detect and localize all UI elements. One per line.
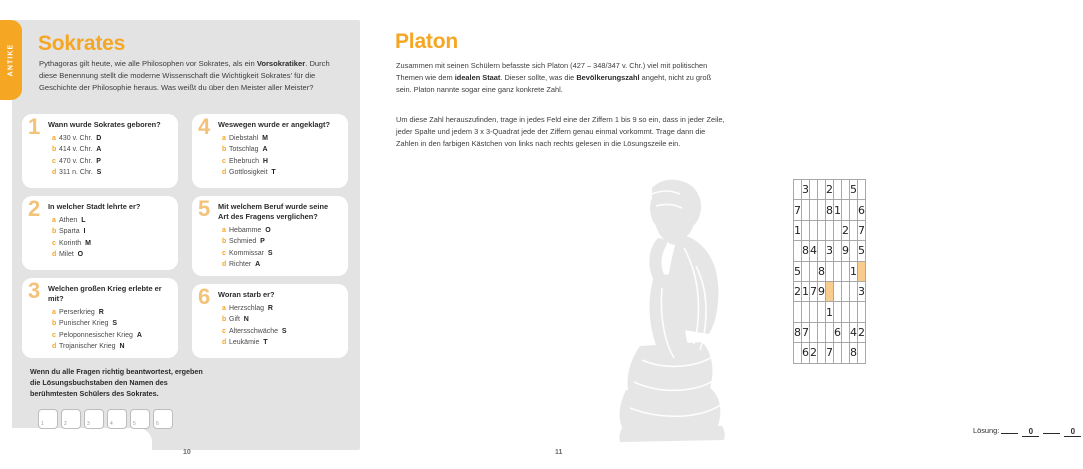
- sudoku-cell-r7c1[interactable]: [794, 302, 802, 322]
- answer-solution-letter: M: [262, 134, 268, 142]
- answer-option[interactable]: [222, 303, 340, 314]
- sudoku-row: [794, 302, 866, 322]
- answer-text: Diebstahl: [229, 134, 259, 142]
- answer-solution-letter: O: [77, 250, 84, 258]
- answer-text: Gift: [229, 316, 240, 324]
- sudoku-cell-r3c4[interactable]: [818, 220, 826, 240]
- answer-solution-letter: A: [255, 260, 261, 268]
- intro-text-2: . Durch diese Benennung stellt die moderne Wissenschaft die Wichtigkeit Sokrates' für die Geschichte der Philosophie heraus. Was weißt du über den Meister aller Meister?: [39, 59, 330, 92]
- sudoku-cell-r4c4[interactable]: [818, 241, 826, 261]
- answer-solution-letter: P: [260, 238, 265, 246]
- answer-letter: c: [222, 327, 226, 335]
- answer-letter: a: [52, 216, 56, 224]
- answer-option[interactable]: [52, 167, 170, 178]
- sudoku-cell-r7c9[interactable]: [858, 302, 866, 322]
- sudoku-cell-r1c8[interactable]: 5: [850, 180, 858, 200]
- sudoku-cell-r7c5[interactable]: 1: [826, 302, 834, 322]
- solution-line: [973, 424, 1083, 437]
- section-tab-label: ANTIKE: [7, 43, 15, 77]
- answer-solution-letter: A: [136, 331, 142, 339]
- sudoku-cell-r2c9[interactable]: 6: [858, 200, 866, 220]
- answer-letter: c: [222, 157, 226, 165]
- sudoku-cell-r4c6[interactable]: [834, 241, 842, 261]
- sudoku-row: [794, 180, 866, 200]
- answer-text: Hebamme: [229, 226, 262, 234]
- answer-option[interactable]: [222, 133, 340, 144]
- sudoku-cell-r7c6[interactable]: [834, 302, 842, 322]
- answer-letter: d: [222, 168, 227, 176]
- sudoku-cell-r1c6[interactable]: [834, 180, 842, 200]
- sudoku-cell-r1c7[interactable]: [842, 180, 850, 200]
- answer-text: Kommissar: [229, 249, 265, 257]
- sudoku-cell-r6c4[interactable]: 9: [818, 281, 826, 301]
- answer-text: 414 v. Chr.: [59, 146, 93, 154]
- sudoku-cell-r3c1[interactable]: 1: [794, 220, 802, 240]
- solution-digit-2: 0: [1064, 427, 1081, 437]
- answer-letter: b: [52, 320, 57, 328]
- letter-box-index: 2: [64, 421, 67, 427]
- sudoku-cell-r5c2[interactable]: [802, 261, 810, 281]
- answer-text: 311 n. Chr.: [59, 168, 93, 176]
- answer-letter: a: [52, 134, 56, 142]
- page-number-left: 10: [183, 449, 191, 456]
- answer-text: Korinth: [59, 239, 82, 247]
- answer-text: Leukämie: [229, 338, 260, 346]
- sudoku-cell-r2c5[interactable]: 8: [826, 200, 834, 220]
- sudoku-cell-r3c3[interactable]: [810, 220, 818, 240]
- question-card-2[interactable]: [22, 196, 178, 270]
- sudoku-cell-r6c2[interactable]: 1: [802, 281, 810, 301]
- sudoku-cell-r2c6[interactable]: 1: [834, 200, 842, 220]
- sudoku-cell-r9c3[interactable]: 2: [810, 343, 818, 363]
- sudoku-cell-r5c5[interactable]: [826, 261, 834, 281]
- answer-text: Peloponnesischer Krieg: [59, 331, 133, 339]
- question-number-5: 5: [198, 196, 211, 221]
- sudoku-cell-r8c5[interactable]: [826, 322, 834, 342]
- answer-solution-letter: A: [262, 146, 268, 154]
- answer-solution-letter: S: [96, 168, 102, 176]
- answer-letter: b: [222, 238, 227, 246]
- answer-option[interactable]: [52, 238, 170, 249]
- sudoku-cell-r5c8[interactable]: 1: [850, 261, 858, 281]
- answer-solution-letter: P: [96, 157, 101, 165]
- sudoku-cell-r1c9[interactable]: [858, 180, 866, 200]
- answer-solution-letter: S: [281, 327, 287, 335]
- answer-text: Altersschwäche: [229, 327, 279, 335]
- answer-letter: d: [222, 338, 227, 346]
- answer-list-4: [200, 133, 340, 178]
- answer-option[interactable]: [222, 236, 340, 247]
- answer-solution-letter: T: [263, 338, 268, 346]
- sudoku-cell-r3c2[interactable]: [802, 220, 810, 240]
- platon-p1-text-a: Zusammen mit seinen Schülern befasste sich Platon (427 – 348/347 v. Chr.) viel mit politischen Themen wie dem: [396, 61, 708, 82]
- answer-solution-letter: M: [85, 239, 91, 247]
- question-text-2: In welcher Stadt lehrte er?: [48, 202, 141, 211]
- answer-letter: a: [52, 308, 56, 316]
- answer-solution-letter: R: [267, 304, 273, 312]
- answer-text: Ehebruch: [229, 157, 259, 165]
- question-card-6[interactable]: [192, 284, 348, 358]
- sudoku-cell-r8c3[interactable]: [810, 322, 818, 342]
- sudoku-cell-r2c8[interactable]: [850, 200, 858, 220]
- sudoku-cell-r5c9-highlighted[interactable]: [858, 261, 866, 281]
- solution-digit-1: 0: [1022, 427, 1039, 437]
- question-card-1[interactable]: [22, 114, 178, 188]
- letter-box-index: 3: [87, 421, 90, 427]
- sudoku-cell-r1c1[interactable]: [794, 180, 802, 200]
- sudoku-cell-r9c2[interactable]: 6: [802, 343, 810, 363]
- letter-box[interactable]: [84, 409, 104, 429]
- sudoku-cell-r6c3[interactable]: 7: [810, 281, 818, 301]
- solution-instruction-box: [30, 366, 205, 399]
- sudoku-cell-r4c5[interactable]: 3: [826, 241, 834, 261]
- answer-option[interactable]: [52, 215, 170, 226]
- answer-solution-letter: N: [119, 342, 125, 350]
- sudoku-cell-r6c1[interactable]: 2: [794, 281, 802, 301]
- answer-option[interactable]: [222, 259, 340, 270]
- sudoku-cell-r8c6[interactable]: 6: [834, 322, 842, 342]
- sudoku-cell-r9c1[interactable]: [794, 343, 802, 363]
- intro-bold-vorsokratiker: Vorsokratiker: [256, 59, 306, 68]
- answer-letter: d: [52, 342, 57, 350]
- page-number-right: 11: [555, 449, 563, 456]
- sudoku-cell-r5c1[interactable]: 5: [794, 261, 802, 281]
- answer-option[interactable]: [52, 226, 170, 237]
- answer-solution-letter: I: [83, 228, 86, 236]
- sudoku-cell-r3c9[interactable]: 7: [858, 220, 866, 240]
- platon-p1-text-b: . Dieser sollte, was die: [500, 72, 577, 82]
- answer-option[interactable]: [52, 144, 170, 155]
- sudoku-cell-r1c5[interactable]: 2: [826, 180, 834, 200]
- answer-solution-letter: A: [96, 146, 102, 154]
- platon-paragraph-2: Um diese Zahl herauszufinden, trage in jedes Feld eine der Ziffern 1 bis 9 so ein, dass in jeder Zeile, jeder Spalte und jedem 3 x 3-Quadrat jede der Ziffern genau einmal vorkommt. Trage dann die Zahlen in den farbigen Kästchen von links nach rechts gelesen in die Lösungszeile ein.: [396, 115, 725, 148]
- intro-text-1: Pythagoras gilt heute, wie alle Philosophen vor Sokrates, als ein: [39, 59, 257, 68]
- answer-option[interactable]: [222, 337, 340, 348]
- answer-solution-letter: L: [81, 216, 86, 224]
- answer-list-5: [200, 225, 340, 270]
- sudoku-cell-r2c2[interactable]: [802, 200, 810, 220]
- letter-box[interactable]: [61, 409, 81, 429]
- answer-option[interactable]: [222, 248, 340, 259]
- question-card-5[interactable]: [192, 196, 348, 276]
- sudoku-grid[interactable]: [793, 179, 866, 364]
- platon-p1-text-c: angeht, nicht zu groß sein. Platon nannte sogar eine ganz konkrete Zahl.: [396, 72, 712, 94]
- sudoku-cell-r6c6[interactable]: [834, 281, 842, 301]
- letter-box-index: 5: [133, 421, 136, 427]
- answer-letter: c: [222, 249, 226, 257]
- sudoku-cell-r6c5-highlighted[interactable]: [826, 281, 834, 301]
- answer-letter: b: [222, 146, 227, 154]
- sudoku-cell-r4c7[interactable]: 9: [842, 241, 850, 261]
- answer-option[interactable]: [52, 341, 170, 352]
- sudoku-row: [794, 281, 866, 301]
- sudoku-cell-r4c1[interactable]: [794, 241, 802, 261]
- sudoku-row: [794, 261, 866, 281]
- sudoku-cell-r9c8[interactable]: 8: [850, 343, 858, 363]
- answer-solution-letter: N: [243, 316, 249, 324]
- answer-list-3: [30, 307, 170, 352]
- letter-box-index: 1: [41, 421, 44, 427]
- answer-letter: a: [222, 226, 226, 234]
- answer-solution-letter: H: [262, 157, 268, 165]
- answer-text: Sparta: [59, 228, 80, 236]
- answer-option[interactable]: [52, 330, 170, 341]
- question-text-6: Woran starb er?: [218, 290, 275, 299]
- sudoku-cell-r3c6[interactable]: [834, 220, 842, 240]
- sudoku-row: [794, 200, 866, 220]
- question-text-1: Wann wurde Sokrates geboren?: [48, 120, 161, 129]
- thinker-statue-illustration: [596, 176, 746, 446]
- answer-option[interactable]: [52, 156, 170, 167]
- letter-box[interactable]: [153, 409, 173, 429]
- answer-letter: d: [52, 250, 57, 258]
- answer-letter: d: [222, 260, 227, 268]
- sudoku-cell-r9c5[interactable]: 7: [826, 343, 834, 363]
- question-number-4: 4: [198, 114, 211, 139]
- sudoku-cell-r8c9[interactable]: 2: [858, 322, 866, 342]
- answer-option[interactable]: [222, 314, 340, 325]
- sudoku-cell-r5c6[interactable]: [834, 261, 842, 281]
- letter-box-index: 6: [156, 421, 159, 427]
- question-text-3: Welchen großen Krieg erlebte er mit?: [48, 284, 162, 303]
- answer-text: Totschlag: [229, 146, 259, 154]
- page-title-platon: Platon: [395, 30, 458, 53]
- answer-text: Perserkrieg: [59, 308, 95, 316]
- answer-solution-letter: S: [267, 249, 273, 257]
- solution-label: Lösung:: [973, 426, 1000, 435]
- question-number-3: 3: [28, 278, 41, 303]
- answer-text: Milet: [59, 250, 74, 258]
- sudoku-cell-r8c2[interactable]: 7: [802, 322, 810, 342]
- platon-paragraph-1: [396, 60, 728, 96]
- page-right: [375, 0, 1076, 469]
- answer-text: Punischer Krieg: [59, 320, 109, 328]
- answer-text: Richter: [229, 260, 252, 268]
- sudoku-cell-r4c8[interactable]: [850, 241, 858, 261]
- sudoku-cell-r8c7[interactable]: [842, 322, 850, 342]
- sudoku-cell-r7c7[interactable]: [842, 302, 850, 322]
- sudoku-cell-r9c9[interactable]: [858, 343, 866, 363]
- intro-paragraph: [39, 58, 341, 93]
- answer-option[interactable]: [222, 156, 340, 167]
- answer-text: Herzschlag: [229, 304, 265, 312]
- page-title-sokrates: Sokrates: [38, 32, 126, 55]
- sudoku-cell-r2c1[interactable]: 7: [794, 200, 802, 220]
- sudoku-cell-r9c7[interactable]: [842, 343, 850, 363]
- question-text-4: Weswegen wurde er angeklagt?: [218, 120, 330, 129]
- sudoku-cell-r5c3[interactable]: [810, 261, 818, 281]
- answer-text: Trojanischer Krieg: [59, 342, 116, 350]
- answer-letter: d: [52, 168, 57, 176]
- sudoku-cell-r6c9[interactable]: 3: [858, 281, 866, 301]
- sudoku-cell-r5c7[interactable]: [842, 261, 850, 281]
- answer-text: Schmied: [229, 238, 257, 246]
- sudoku-cell-r4c3[interactable]: 4: [810, 241, 818, 261]
- question-number-2: 2: [28, 196, 41, 221]
- answer-solution-letter: S: [112, 320, 117, 328]
- sudoku-row: [794, 241, 866, 261]
- question-number-1: 1: [28, 114, 41, 139]
- letter-box-index: 4: [110, 421, 113, 427]
- section-tab-antike: [0, 20, 22, 100]
- answer-letter: c: [52, 157, 56, 165]
- question-card-3[interactable]: [22, 278, 178, 358]
- answer-letter: c: [52, 331, 56, 339]
- answer-solution-letter: R: [98, 308, 104, 316]
- sudoku-cell-r4c9[interactable]: 5: [858, 241, 866, 261]
- answer-solution-letter: O: [265, 226, 271, 234]
- sudoku-cell-r2c3[interactable]: [810, 200, 818, 220]
- solution-blank-2[interactable]: [1043, 424, 1060, 434]
- solution-blank-1[interactable]: [1001, 424, 1018, 434]
- answer-letter: b: [222, 316, 227, 324]
- answer-option[interactable]: [222, 326, 340, 337]
- sudoku-cell-r7c2[interactable]: [802, 302, 810, 322]
- answer-text: Gottlosigkeit: [229, 168, 268, 176]
- answer-solution-letter: D: [96, 134, 102, 142]
- sudoku-cell-r3c5[interactable]: [826, 220, 834, 240]
- answer-list-2: [30, 215, 170, 260]
- answer-solution-letter: T: [271, 168, 276, 176]
- sudoku-cell-r6c7[interactable]: [842, 281, 850, 301]
- sudoku-cell-r7c4[interactable]: [818, 302, 826, 322]
- sudoku-cell-r8c4[interactable]: [818, 322, 826, 342]
- solution-letter-boxes: [38, 409, 173, 429]
- answer-letter: a: [222, 134, 226, 142]
- sudoku-cell-r2c7[interactable]: [842, 200, 850, 220]
- answer-letter: a: [222, 304, 226, 312]
- sudoku-cell-r7c3[interactable]: [810, 302, 818, 322]
- answer-letter: b: [52, 146, 57, 154]
- answer-option[interactable]: [222, 144, 340, 155]
- answer-option[interactable]: [222, 167, 340, 178]
- answer-letter: b: [52, 228, 57, 236]
- answer-option[interactable]: [52, 307, 170, 318]
- platon-p1-bold-bevoelkerungszahl: Bevölkerungszahl: [576, 72, 640, 82]
- answer-text: Athen: [59, 216, 78, 224]
- sudoku-cell-r2c4[interactable]: [818, 200, 826, 220]
- sudoku-cell-r7c8[interactable]: [850, 302, 858, 322]
- answer-list-6: [200, 303, 340, 348]
- sudoku-cell-r5c4[interactable]: 8: [818, 261, 826, 281]
- letter-box[interactable]: [130, 409, 150, 429]
- answer-option[interactable]: [52, 249, 170, 260]
- solution-instruction-text: Wenn du alle Fragen richtig beantwortest, ergeben die Lösungsbuchstaben den Namen des berühmtesten Schülers des Sokrates.: [30, 367, 203, 399]
- answer-option[interactable]: [52, 133, 170, 144]
- question-number-6: 6: [198, 284, 211, 309]
- answer-text: 470 v. Chr.: [59, 157, 93, 165]
- question-card-4[interactable]: [192, 114, 348, 188]
- sudoku-cell-r9c4[interactable]: [818, 343, 826, 363]
- answer-option[interactable]: [222, 225, 340, 236]
- answer-letter: c: [52, 239, 56, 247]
- sudoku-cell-r8c8[interactable]: 4: [850, 322, 858, 342]
- sudoku-cell-r1c4[interactable]: [818, 180, 826, 200]
- sudoku-cell-r4c2[interactable]: 8: [802, 241, 810, 261]
- sudoku-cell-r3c7[interactable]: 2: [842, 220, 850, 240]
- letter-box[interactable]: [38, 409, 58, 429]
- sudoku-row: [794, 343, 866, 363]
- sudoku-cell-r6c8[interactable]: [850, 281, 858, 301]
- answer-option[interactable]: [52, 318, 170, 329]
- sudoku-cell-r1c3[interactable]: [810, 180, 818, 200]
- sudoku-row: [794, 322, 866, 342]
- sudoku-cell-r3c8[interactable]: [850, 220, 858, 240]
- answer-list-1: [30, 133, 170, 178]
- page-left: [0, 0, 375, 469]
- question-text-5: Mit welchem Beruf wurde seine Art des Fragens verglichen?: [218, 202, 329, 221]
- answer-text: 430 v. Chr.: [59, 134, 93, 142]
- platon-p1-bold-idealen-staat: idealen Staat: [454, 72, 501, 82]
- sudoku-cell-r1c2[interactable]: 3: [802, 180, 810, 200]
- letter-box[interactable]: [107, 409, 127, 429]
- sudoku-cell-r8c1[interactable]: 8: [794, 322, 802, 342]
- sudoku-cell-r9c6[interactable]: [834, 343, 842, 363]
- sudoku-row: [794, 220, 866, 240]
